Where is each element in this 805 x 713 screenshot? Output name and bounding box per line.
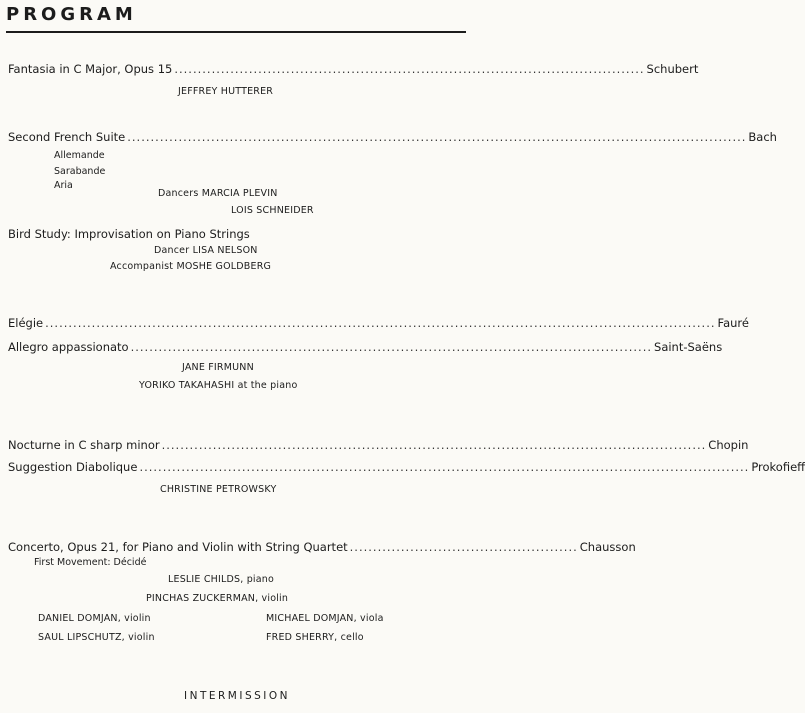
performer-name: LOIS SCHNEIDER	[231, 205, 314, 216]
work-bird-study: Bird Study: Improvisation on Piano Strings	[8, 227, 250, 241]
work-title: Suggestion Diabolique	[8, 460, 138, 474]
performer-name: MARCIA PLEVIN	[201, 188, 278, 199]
work-faure	[8, 316, 749, 330]
performer-name: FRED SHERRY, cello	[266, 632, 364, 643]
composer-name: Schubert	[646, 62, 699, 76]
movement-name: Aria	[54, 180, 73, 191]
performer-name: PINCHAS ZUCKERMAN, violin	[146, 593, 289, 604]
leader-dots: ...................................................................................................................................	[139, 460, 750, 474]
performer-name: JANE FIRMUNN	[182, 362, 254, 373]
role-label: Accompanist	[110, 261, 174, 272]
composer-name: Prokofieff	[751, 460, 805, 474]
work-bach	[8, 130, 777, 144]
performer-name: MOSHE GOLDBERG	[176, 261, 272, 272]
composer-name: Chausson	[579, 540, 636, 554]
performer-name: DANIEL DOMJAN, violin	[38, 613, 151, 624]
accompanist-line	[139, 380, 297, 391]
work-saint-saens	[8, 340, 723, 354]
performer-name: YORIKO TAKAHASHI	[139, 380, 235, 391]
role-label: at the piano	[237, 380, 298, 391]
role-label: Dancers	[158, 188, 199, 199]
leader-dots: ................................................................................................................................................	[45, 316, 716, 330]
work-prokofieff	[8, 460, 805, 474]
intermission-label: INTERMISSION	[184, 690, 290, 702]
page-title: PROGRAM	[6, 4, 137, 25]
work-title: Second French Suite	[8, 130, 126, 144]
movement-name: Allemande	[54, 150, 105, 161]
work-chopin	[8, 438, 749, 452]
movement-name: Sarabande	[54, 166, 106, 177]
work-title: Elégie	[8, 316, 44, 330]
dancers-line	[158, 188, 278, 199]
role-label: Dancer	[154, 245, 190, 256]
performer-name: SAUL LIPSCHUTZ, violin	[38, 632, 155, 643]
performer-name: JEFFREY HUTTERER	[178, 86, 274, 97]
performer-name: MICHAEL DOMJAN, viola	[266, 613, 384, 624]
work-title: Fantasia in C Major, Opus 15	[8, 62, 173, 76]
composer-name: Bach	[748, 130, 777, 144]
accompanist-line	[110, 261, 271, 272]
work-title: Allegro appassionato	[8, 340, 129, 354]
title-rule	[6, 31, 466, 33]
leader-dots: ................................................................................................................	[130, 340, 653, 354]
work-schubert	[8, 62, 699, 76]
leader-dots: .....................................................................................................................	[161, 438, 707, 452]
movement-name: First Movement: Décidé	[34, 557, 147, 568]
work-chausson	[8, 540, 636, 554]
composer-name: Fauré	[717, 316, 749, 330]
leader-dots: .....................................................................................................	[174, 62, 645, 76]
composer-name: Saint-Saëns	[654, 340, 723, 354]
work-title: Nocturne in C sharp minor	[8, 438, 160, 452]
dancer-line	[154, 245, 258, 256]
leader-dots: .....................................................................................................................................	[127, 130, 747, 144]
composer-name: Chopin	[708, 438, 749, 452]
performer-name: LESLIE CHILDS, piano	[168, 574, 275, 585]
performer-name: CHRISTINE PETROWSKY	[160, 484, 277, 495]
performer-name: LISA NELSON	[192, 245, 258, 256]
leader-dots: .................................................	[349, 540, 578, 554]
work-title: Concerto, Opus 21, for Piano and Violin with String Quartet	[8, 540, 348, 554]
